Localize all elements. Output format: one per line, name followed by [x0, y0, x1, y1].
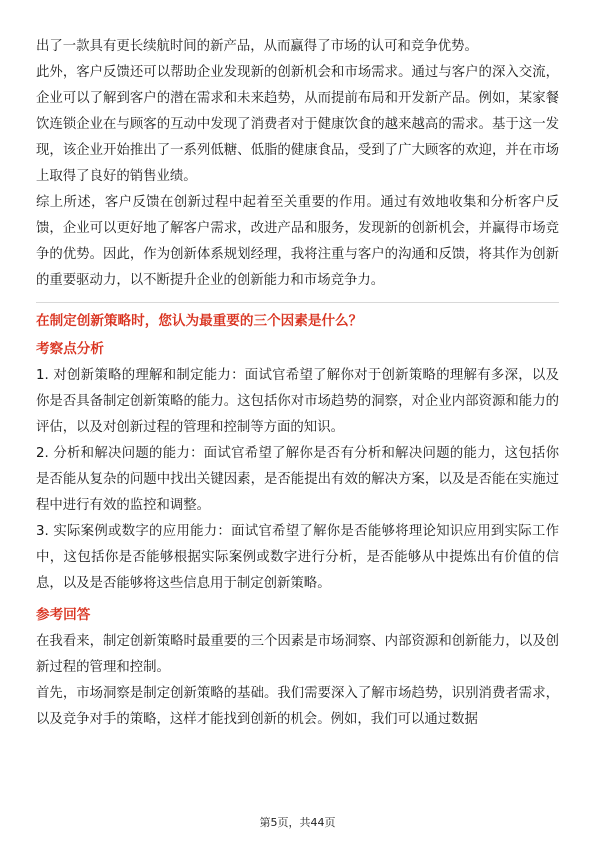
analysis-item-3: 3. 实际案例或数字的应用能力：面试官希望了解你是否能够将理论知识应用到实际工作中，这包括你是否能够根据实际案例或数字进行分析，是否能够从中提炼出有价值的信息，以及是否能够将这些信息用于制定创新策略。 — [36, 524, 559, 591]
analysis-heading: 考察点分析 — [36, 341, 104, 357]
intro-paragraph-2: 此外，客户反馈还可以帮助企业发现新的创新机会和市场需求。通过与客户的深入交流，企业可以了解到客户的潜在需求和未来趋势，从而提前布局和开发新产品。例如，某家餐饮连锁企业在与顾客的互动中发现了消费者对于健康饮食的越来越高的需求。基于这一发现，该企业开始推出了一系列低糖、低脂的健康食品，受到了广大顾客的欢迎，并在市场上取得了良好的销售业绩。 — [36, 65, 559, 184]
intro-paragraph-3: 综上所述，客户反馈在创新过程中起着至关重要的作用。通过有效地收集和分析客户反馈，企业可以更好地了解客户需求，改进产品和服务，发现新的创新机会，并赢得市场竞争的优势。因此，作为创新体系规划经理，我将注重与客户的沟通和反馈，将其作为创新的重要驱动力，以不断提升企业的创新能力和市场竞争力。 — [36, 195, 559, 288]
analysis-item-1: 1. 对创新策略的理解和制定能力：面试官希望了解你对于创新策略的理解有多深，以及你是否具备制定创新策略的能力。这包括你对市场趋势的洞察，对企业内部资源和能力的评估，以及对创新过程的管理和控制等方面的知识。 — [36, 368, 559, 435]
question-heading: 在制定创新策略时，您认为最重要的三个因素是什么？ — [36, 313, 363, 329]
answer-paragraph-1: 在我看来，制定创新策略时最重要的三个因素是市场洞察、内部资源和创新能力，以及创新过程的管理和控制。 — [36, 634, 559, 675]
analysis-item-2: 2. 分析和解决问题的能力：面试官希望了解你是否有分析和解决问题的能力，这包括你是否能从复杂的问题中找出关键因素，是否能提出有效的解决方案，以及是否能在实施过程中进行有效的监控和调整。 — [36, 446, 559, 513]
answer-heading: 参考回答 — [36, 607, 91, 623]
intro-paragraph-1: 出了一款具有更长续航时间的新产品，从而赢得了市场的认可和竞争优势。 — [36, 39, 478, 54]
page-number-footer: 第5页，共44页 — [259, 816, 336, 829]
page-content — [36, 34, 559, 733]
section-divider — [36, 302, 559, 303]
answer-paragraph-2: 首先，市场洞察是制定创新策略的基础。我们需要深入了解市场趋势，识别消费者需求，以及竞争对手的策略，这样才能找到创新的机会。例如，我们可以通过数据 — [36, 686, 559, 727]
